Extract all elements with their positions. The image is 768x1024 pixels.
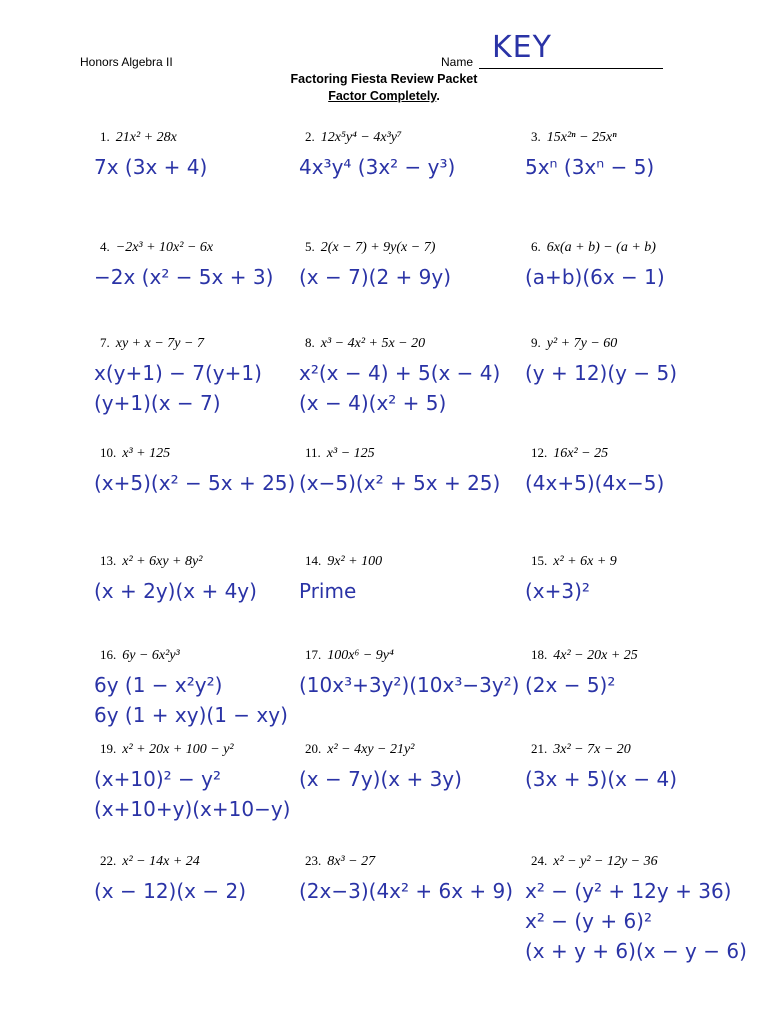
problem-expression: 3x² − 7x − 20 (553, 742, 631, 757)
problem-expression: −2x³ + 10x² − 6x (115, 240, 214, 255)
handwritten-answer: (x+3)² (525, 579, 590, 603)
problem-number: 7. (100, 335, 110, 350)
handwritten-answer: 5xⁿ (3xⁿ − 5) (525, 155, 655, 179)
handwritten-answer: 6y (1 + xy)(1 − xy) (94, 703, 288, 727)
problem-number: 13. (100, 553, 117, 568)
problem-expression: 4x² − 20x + 25 (553, 648, 638, 663)
instructions: Factor Completely. (328, 89, 440, 103)
problem-number: 14. (305, 553, 322, 568)
handwritten-answer: (x+10+y)(x+10−y) (94, 797, 291, 821)
problem-number: 16. (100, 647, 117, 662)
problem-expression: y² + 7y − 60 (546, 336, 618, 351)
problem-21 (525, 740, 768, 794)
problem-11 (299, 444, 555, 498)
problem-number: 17. (305, 647, 322, 662)
problem-number: 5. (305, 239, 315, 254)
handwritten-answer: 6y (1 − x²y²) (94, 673, 223, 697)
problem-number: 8. (305, 335, 315, 350)
problem-3 (525, 128, 768, 182)
problem-expression: 9x² + 100 (327, 554, 383, 569)
problem-expression: 100x⁶ − 9y⁴ (327, 648, 394, 663)
problem-expression: xy + x − 7y − 7 (115, 336, 204, 351)
problem-number: 4. (100, 239, 110, 254)
problem-number: 2. (305, 129, 315, 144)
problem-5 (299, 238, 555, 292)
packet-title: Factoring Fiesta Review Packet (290, 72, 478, 86)
problem-number: 18. (531, 647, 548, 662)
problem-8 (299, 334, 555, 418)
handwritten-answer: (10x³+3y²)(10x³−3y²) (299, 673, 520, 697)
handwritten-answer: (2x−3)(4x² + 6x + 9) (299, 879, 514, 903)
problem-expression: x² − y² − 12y − 36 (553, 854, 658, 869)
problem-expression: 6y − 6x²y³ (122, 648, 180, 663)
handwritten-answer: (x − 12)(x − 2) (94, 879, 247, 903)
instruction-text: Factor Completely (328, 89, 437, 103)
problem-number: 21. (531, 741, 548, 756)
handwritten-answer: x²(x − 4) + 5(x − 4) (299, 361, 501, 385)
handwritten-answer: (x − 7y)(x + 3y) (299, 767, 462, 791)
problem-number: 3. (531, 129, 541, 144)
problem-expression: x² + 6xy + 8y² (122, 554, 203, 569)
handwritten-answer: x² − (y² + 12y + 36) (525, 879, 732, 903)
problem-expression: 16x² − 25 (553, 446, 609, 461)
problem-number: 20. (305, 741, 322, 756)
problem-expression: x² + 6x + 9 (553, 554, 617, 569)
problem-number: 15. (531, 553, 548, 568)
handwritten-answer: 7x (3x + 4) (94, 155, 208, 179)
problem-6 (525, 238, 768, 292)
problem-expression: 2(x − 7) + 9y(x − 7) (320, 240, 436, 255)
problem-number: 23. (305, 853, 322, 868)
handwritten-answer: (x − 4)(x² + 5) (299, 391, 447, 415)
problem-12 (525, 444, 768, 498)
problem-number: 19. (100, 741, 117, 756)
handwritten-answer: (x − 7)(2 + 9y) (299, 265, 452, 289)
handwritten-answer: x(y+1) − 7(y+1) (94, 361, 262, 385)
problem-17 (299, 646, 555, 700)
handwritten-answer: (y + 12)(y − 5) (525, 361, 678, 385)
problem-number: 10. (100, 445, 117, 460)
course-title: Honors Algebra II (80, 55, 173, 69)
problem-expression: 12x⁵y⁴ − 4x³y⁷ (320, 130, 402, 145)
name-label: Name (441, 55, 474, 69)
name-value-handwritten: KEY (492, 30, 552, 65)
problem-24 (525, 852, 768, 966)
problem-20 (299, 740, 555, 794)
problem-expression: 15x²ⁿ − 25xⁿ (546, 130, 617, 145)
problem-18 (525, 646, 768, 700)
problem-number: 6. (531, 239, 541, 254)
handwritten-answer: (3x + 5)(x − 4) (525, 767, 678, 791)
problem-expression: 6x(a + b) − (a + b) (546, 240, 656, 255)
handwritten-answer: Prime (299, 579, 357, 603)
handwritten-answer: (y+1)(x − 7) (94, 391, 221, 415)
problem-number: 24. (531, 853, 548, 868)
problem-number: 22. (100, 853, 117, 868)
problem-expression: x³ − 4x² + 5x − 20 (320, 336, 426, 351)
problem-expression: x² + 20x + 100 − y² (122, 742, 234, 757)
problem-14 (299, 552, 555, 606)
handwritten-answer: (x + 2y)(x + 4y) (94, 579, 257, 603)
problem-expression: 21x² + 28x (115, 130, 177, 145)
problem-9 (525, 334, 768, 388)
problem-expression: x² − 4xy − 21y² (327, 742, 415, 757)
problem-number: 12. (531, 445, 548, 460)
problem-number: 1. (100, 129, 110, 144)
handwritten-answer: (x+5)(x² − 5x + 25) (94, 471, 296, 495)
problem-expression: 8x³ − 27 (327, 854, 376, 869)
problem-2 (299, 128, 555, 182)
handwritten-answer: (a+b)(6x − 1) (525, 265, 665, 289)
handwritten-answer: −2x (x² − 5x + 3) (94, 265, 274, 289)
handwritten-answer: (x−5)(x² + 5x + 25) (299, 471, 501, 495)
problem-expression: x³ − 125 (326, 446, 375, 461)
handwritten-answer: (4x+5)(4x−5) (525, 471, 665, 495)
handwritten-answer: (x+10)² − y² (94, 767, 221, 791)
problem-number: 9. (531, 335, 541, 350)
problem-expression: x³ + 125 (122, 446, 171, 461)
handwritten-answer: (x + y + 6)(x − y − 6) (525, 939, 747, 963)
handwritten-answer: (2x − 5)² (525, 673, 616, 697)
name-line (479, 68, 663, 69)
problem-23 (299, 852, 555, 906)
handwritten-answer: x² − (y + 6)² (525, 909, 652, 933)
handwritten-answer: 4x³y⁴ (3x² − y³) (299, 155, 456, 179)
problem-15 (525, 552, 768, 606)
problem-number: 11. (305, 445, 321, 460)
problem-expression: x² − 14x + 24 (122, 854, 200, 869)
